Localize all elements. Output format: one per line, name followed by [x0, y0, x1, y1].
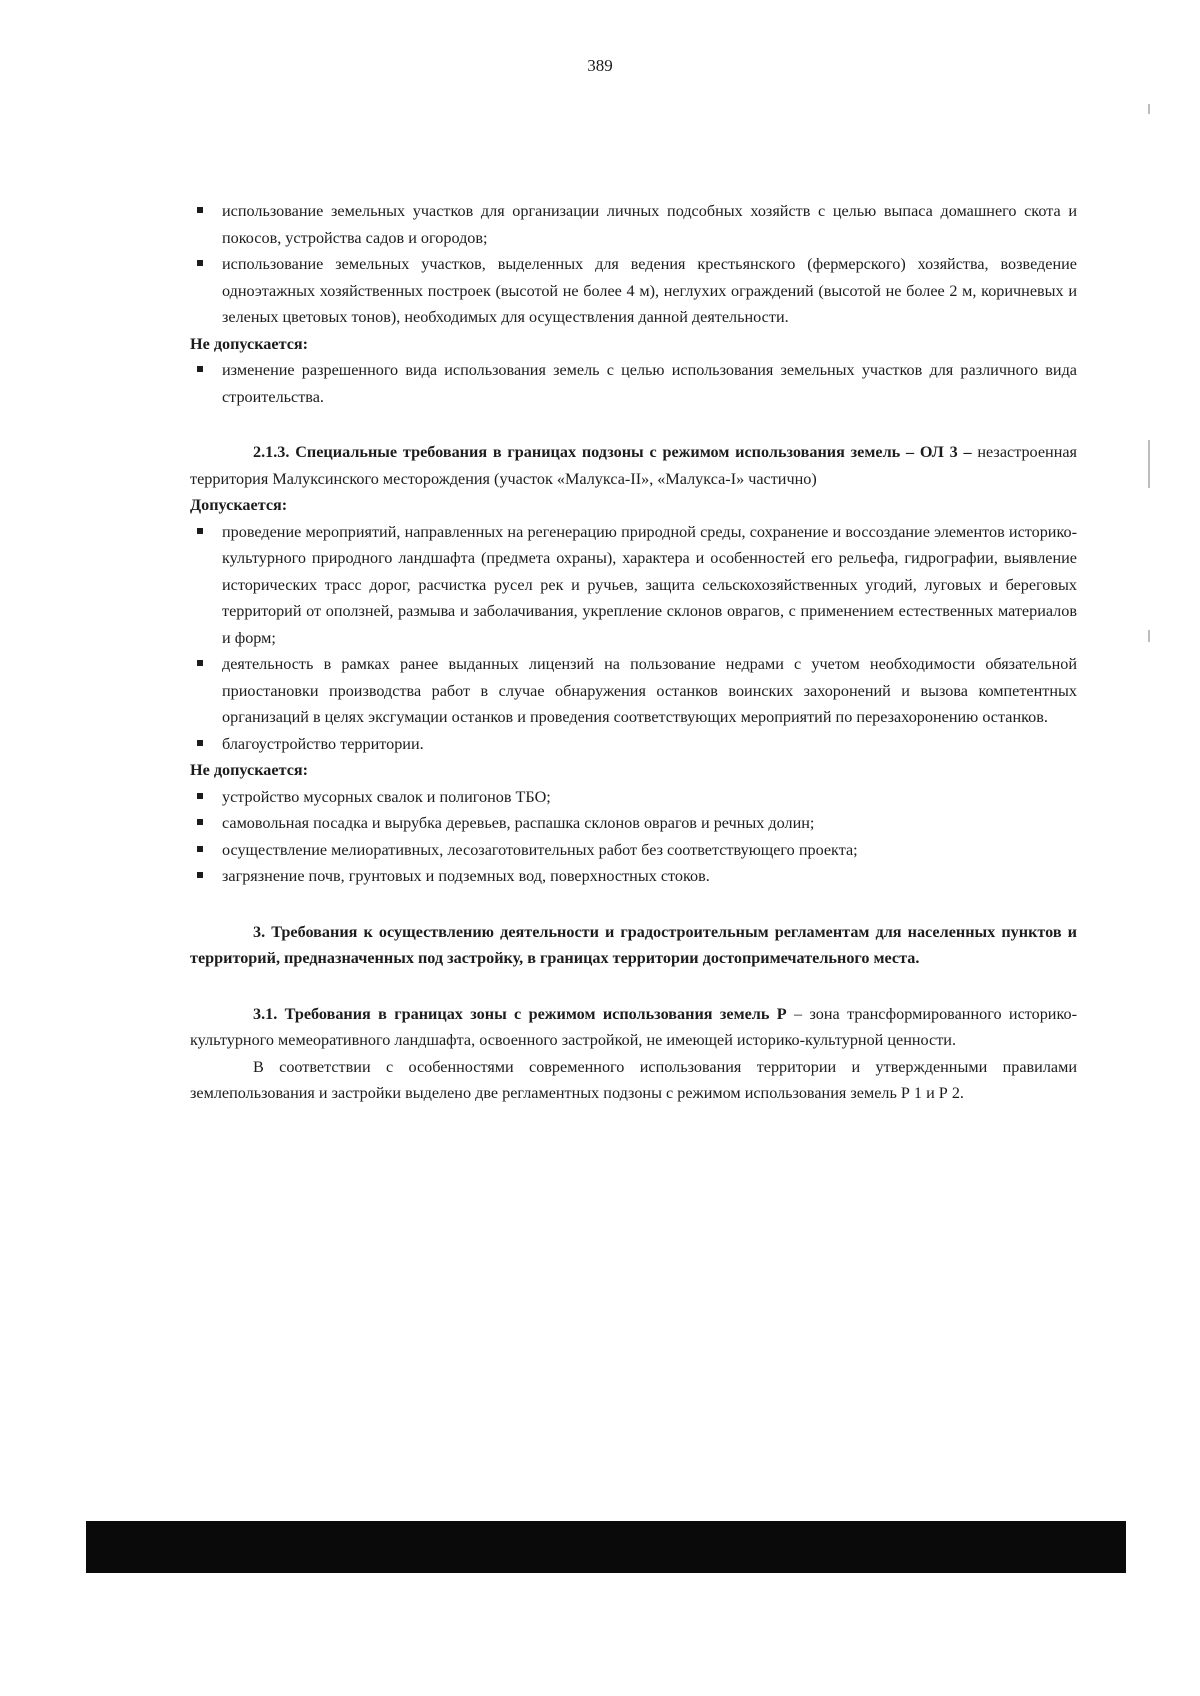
list-item: устройство мусорных свалок и полигонов ТБО; [222, 784, 1077, 811]
list-item: благоустройство территории. [222, 731, 1077, 758]
section-heading-3: 3. Требования к осуществлению деятельности и градостроительным регламентам для населенных пунктов и территорий, предназначенных под застройку, в границах территории достопримечательного места. [190, 922, 1077, 967]
list-item: изменение разрешенного вида использования земель с целью использования земельных участков для различного вида строительства. [222, 357, 1077, 410]
closing-paragraph: В соответствии с особенностями современного использования территории и утвержденными правилами землепользования и застройки выделено две регламентных подзоны с режимом использования земель Р 1 и Р 2. [190, 1057, 1077, 1102]
list-item: использование земельных участков для организации личных подсобных хозяйств с целью выпаса домашнего скота и покосов, устройства садов и огородов; [222, 198, 1077, 251]
not-allowed-label: Не допускается: [190, 334, 309, 353]
spacer [190, 410, 1077, 439]
scan-black-bar [86, 1521, 1126, 1573]
scan-artifact [1148, 440, 1150, 488]
spacer [190, 972, 1077, 1001]
scan-artifact [1148, 630, 1150, 642]
not-allowed-list [190, 784, 1077, 890]
scan-artifact [1148, 104, 1150, 114]
intro-bullet-list [190, 198, 1077, 331]
allowed-list [190, 519, 1077, 758]
list-item: осуществление мелиоративных, лесозаготовительных работ без соответствующего проекта; [222, 837, 1077, 864]
page-number: 389 [587, 56, 613, 75]
section-heading-bold: 3.1. Требования в границах зоны с режимом использования земель Р [253, 1004, 787, 1023]
list-item: деятельность в рамках ранее выданных лицензий на пользование недрами с учетом необходимости обязательной приостановки производства работ в случае обнаружения останков воинских захоронений и вызова компетентных организаций в целях эксгумации останков и проведения соответствующих мероприятий по перезахоронению останков. [222, 651, 1077, 731]
section-heading-bold: 2.1.3. Специальные требования в границах подзоны с режимом использования земель – ОЛ 3 – [253, 443, 972, 461]
allowed-label: Допускается: [190, 496, 288, 514]
not-allowed-label: Не допускается: [190, 761, 309, 779]
section-heading-2-1-3 [190, 439, 1077, 492]
spacer [190, 890, 1077, 919]
document-body [190, 198, 1077, 1107]
list-item: проведение мероприятий, направленных на регенерацию природной среды, сохранение и воссоздание элементов историко-культурного природного ландшафта (предмета охраны), характера и особенностей его рельефа, гидрографии, выявление исторических трасс дорог, расчистка русел рек и ручьев, защита сельскохозяйственных угодий, луговых и береговых территорий от оползней, размыва и заболачивания, укрепление склонов оврагов, с применением естественных материалов и форм; [222, 519, 1077, 652]
list-item: самовольная посадка и вырубка деревьев, распашка склонов оврагов и речных долин; [222, 810, 1077, 837]
section-heading-text: – зона трансформированного историко-культурного мемеоративного ландшафта, освоенного застройкой, не имеющей историко-культурной ценности. [190, 1004, 1077, 1049]
list-item: загрязнение почв, грунтовых и подземных вод, поверхностных стоков. [222, 863, 1077, 890]
list-item: использование земельных участков, выделенных для ведения крестьянского (фермерского) хозяйства, возведение одноэтажных хозяйственных построек (высотой не более 4 м), неглухих ограждений (высотой не более 2 м, коричневых и зеленых цветовых тонов), необходимых для осуществления данной деятельности. [222, 251, 1077, 331]
section-heading-text: незастроенная территория Малуксинского месторождения (участок «Малукса-II», «Малукса-I» частично) [190, 443, 1077, 488]
section-heading-3-1 [190, 1001, 1077, 1054]
not-allowed-list [190, 357, 1077, 410]
